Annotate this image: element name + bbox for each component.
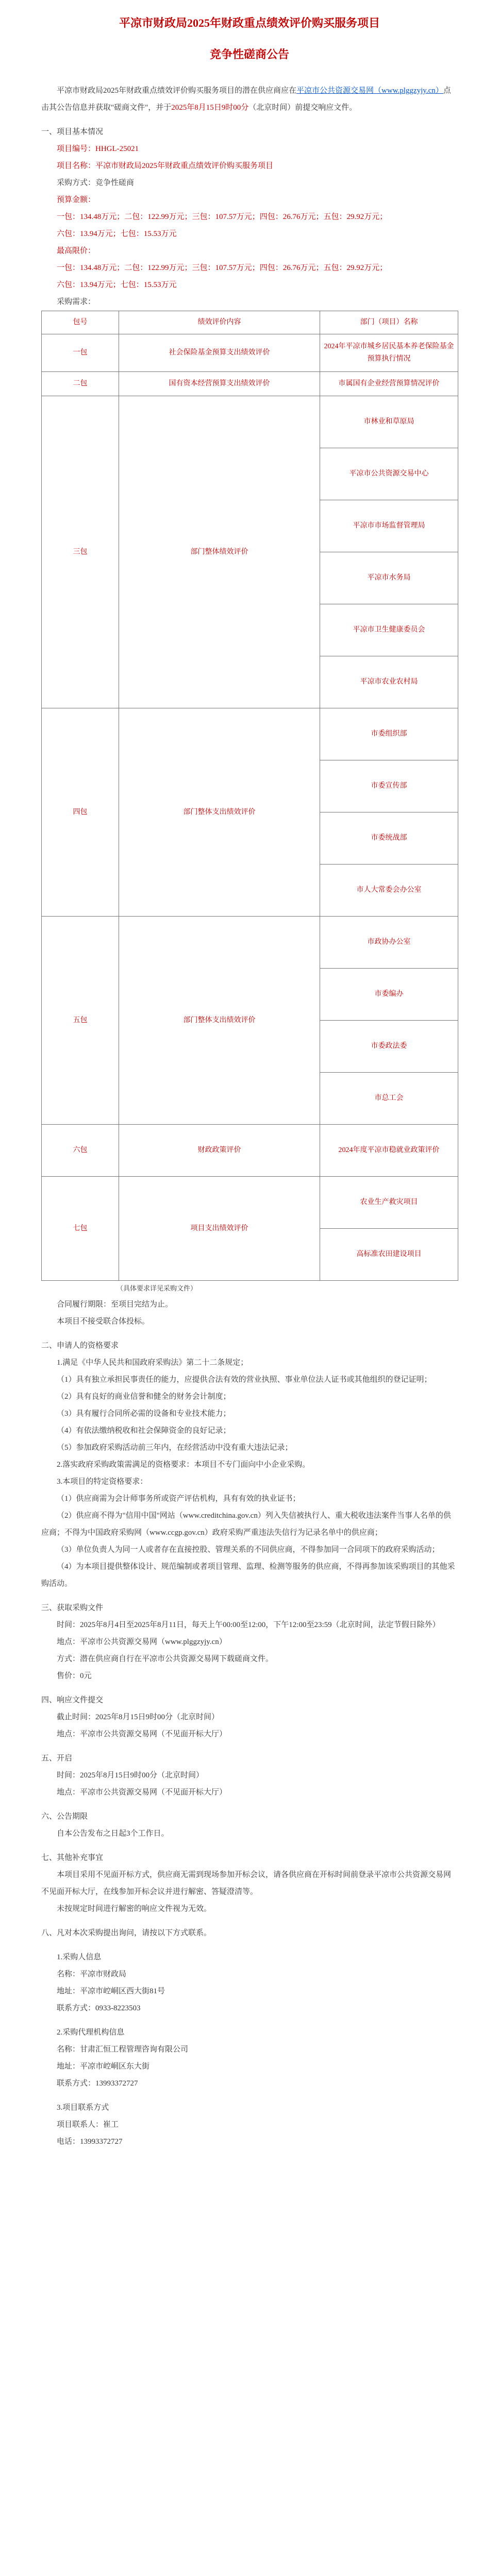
- obtain-place: 地点：平凉市公共资源交易网（www.plggzyjy.cn）: [57, 1638, 227, 1646]
- package-content: 社会保险基金预算支出绩效评价: [119, 334, 320, 372]
- project-code: 项目编号：HHGL-25021: [57, 145, 139, 153]
- qualification-1d: （4）有依法缴纳税收和社会保障资金的良好记录；: [57, 1427, 231, 1435]
- contact-heading: 3.项目联系方式: [57, 2104, 109, 2112]
- package-unit: 平凉市卫生健康委员会: [320, 604, 458, 656]
- section-8-heading: 八、凡对本次采购提出询问，请按以下方式联系。: [41, 1929, 212, 1937]
- site-url-link[interactable]: （www.plggzyjy.cn）: [374, 87, 443, 95]
- package-content: 财政政策评价: [119, 1125, 320, 1177]
- package-unit: 市委宣传部: [320, 760, 458, 812]
- opening-place: 地点：平凉市公共资源交易网（不见面开标大厅）: [57, 1788, 227, 1797]
- package-unit: 市人大常委会办公室: [320, 865, 458, 917]
- package-unit: 农业生产救灾项目: [320, 1177, 458, 1229]
- table-row: [42, 917, 458, 969]
- table-header-row: [42, 311, 458, 334]
- intro-text-2: 点击其公告信息并获取"磋商文件"，并于: [41, 87, 451, 112]
- table-row: [42, 396, 458, 448]
- qualification-3d: （4）为本项目提供整体设计、规范编制或者项目管理、监理、检测等服务的供应商，不得再参加该采购项目的其他采购活动。: [41, 1563, 455, 1588]
- notice-period: 自本公告发布之日起3个工作日。: [57, 1829, 169, 1838]
- section-1-heading: 一、项目基本情况: [41, 128, 104, 136]
- package-no: 五包: [42, 917, 119, 1125]
- opening-time: 时间：2025年8月15日9时00分（北京时间）: [57, 1771, 204, 1780]
- package-unit: 市政协办公室: [320, 917, 458, 969]
- section-7-heading: 七、其他补充事宜: [41, 1854, 104, 1862]
- agency-heading: 2.采购代理机构信息: [57, 2028, 125, 2037]
- intro-deadline: 2025年8月15日9时00分: [171, 104, 249, 112]
- qualification-1e: （5）参加政府采购活动前三年内，在经营活动中没有重大违法记录；: [57, 1444, 293, 1452]
- table-row: [42, 334, 458, 372]
- package-no: 四包: [42, 708, 119, 917]
- package-unit: 2024年平凉市城乡居民基本养老保险基金预算执行情况: [320, 334, 458, 372]
- maxprice-line-2: 六包：13.94万元；七包：15.53万元: [57, 281, 177, 289]
- section-6-heading: 六、公告期限: [41, 1812, 88, 1821]
- table-row: [42, 1125, 458, 1177]
- budget-line-1: 一包：134.48万元；二包：122.99万元；三包：107.57万元；四包：26.76万元；五包：29.92万元；: [57, 213, 388, 221]
- table-row: [42, 1177, 458, 1229]
- qualification-1: 1.满足《中华人民共和国政府采购法》第二十二条规定；: [57, 1359, 248, 1367]
- budget-line-2: 六包：13.94万元；七包：15.53万元: [57, 230, 177, 238]
- qualification-2: 2.落实政府采购政策需满足的资格要求：本项目不专门面向中小企业采购。: [57, 1461, 310, 1469]
- package-unit: 平凉市农业农村局: [320, 656, 458, 708]
- obtain-method: 方式：潜在供应商自行在平凉市公共资源交易网下载磋商文件。: [57, 1655, 274, 1663]
- section-3-heading: 三、获取采购文件: [41, 1604, 104, 1612]
- page-subtitle: 竞争性磋商公告: [209, 48, 289, 61]
- purchaser-phone: 联系方式：0933-8223503: [57, 2004, 141, 2012]
- package-content: 国有资本经营预算支出绩效评价: [119, 372, 320, 396]
- maxprice-line-1: 一包：134.48万元；二包：122.99万元；三包：107.57万元；四包：26.76万元；五包：29.92万元；: [57, 264, 388, 272]
- package-unit: 平凉市市场监督管理局: [320, 500, 458, 552]
- column-header: 包号: [42, 311, 119, 334]
- purchaser-name: 名称：平凉市财政局: [57, 1970, 127, 1978]
- qualification-1b: （2）具有良好的商业信誉和健全的财务会计制度；: [57, 1393, 231, 1401]
- site-link[interactable]: 平凉市公共资源交易网: [296, 87, 374, 95]
- budget-heading: 预算金额：: [57, 196, 96, 204]
- package-unit: 市总工会: [320, 1073, 458, 1125]
- supplement-1: 本项目采用不见面开标方式，供应商无需到现场参加开标会议，请各供应商在开标时间前登录平凉市公共资源交易网不见面开标大厅，在线参加开标会议并进行解密、答疑澄清等。: [41, 1871, 452, 1896]
- package-no: 一包: [42, 334, 119, 372]
- obtain-time: 时间：2025年8月4日至2025年8月11日，每天上午00:00至12:00，下午12:00至23:59（北京时间，法定节假日除外）: [57, 1621, 440, 1629]
- table-note: （具体要求详见采购文件）: [117, 1284, 197, 1292]
- obtain-price: 售价：0元: [57, 1672, 92, 1680]
- project-name: 项目名称：平凉市财政局2025年财政重点绩效评价购买服务项目: [57, 162, 274, 170]
- requirements-table: [41, 311, 458, 1281]
- package-unit: 高标准农田建设项目: [320, 1229, 458, 1281]
- purchaser-address: 地址：平凉市崆峒区西大街81号: [57, 1987, 165, 1995]
- package-unit: 市委组织部: [320, 708, 458, 760]
- qualification-3b: （2）供应商不得为"信用中国"网站（www.creditchina.gov.cn）列入失信被执行人、重大税收违法案件当事人名单的供应商；不得为中国政府采购网（www.ccgp.gov.cn）政府采购严重违法失信行为记录名单中的供应商；: [41, 1512, 451, 1537]
- contact-person: 项目联系人：崔工: [57, 2121, 119, 2129]
- purchaser-heading: 1.采购人信息: [57, 1953, 102, 1961]
- qualification-3a: （1）供应商需为会计师事务所或资产评估机构，具有有效的执业证书；: [57, 1495, 301, 1503]
- package-no: 二包: [42, 372, 119, 396]
- column-header: 绩效评价内容: [119, 311, 320, 334]
- section-5-heading: 五、开启: [41, 1754, 73, 1762]
- consortium-note: 本项目不接受联合体投标。: [57, 1317, 150, 1326]
- requirements-heading: 采购需求：: [57, 298, 96, 306]
- package-unit: 平凉市公共资源交易中心: [320, 448, 458, 500]
- intro-text-3: （北京时间）前提交响应文件。: [248, 104, 357, 112]
- qualification-1c: （3）具有履行合同所必需的设备和专业技术能力；: [57, 1410, 231, 1418]
- package-unit: 市委编办: [320, 969, 458, 1021]
- table-row: [42, 708, 458, 760]
- agency-address: 地址：平凉市崆峒区东大街: [57, 2062, 150, 2071]
- intro-paragraph: [41, 82, 458, 116]
- package-unit: 市属国有企业经营预算情况评价: [320, 372, 458, 396]
- qualification-3: 3.本项目的特定资格要求：: [57, 1478, 148, 1486]
- section-2-heading: 二、申请人的资格要求: [41, 1342, 119, 1350]
- package-content: 部门整体支出绩效评价: [119, 917, 320, 1125]
- qualification-3c: （3）单位负责人为同一人或者存在直接控股、管理关系的不同供应商，不得参加同一合同项下的政府采购活动；: [57, 1546, 440, 1554]
- package-unit: 市委统战部: [320, 812, 458, 865]
- package-unit: 市委政法委: [320, 1021, 458, 1073]
- contract-period: 合同履行期限：至项目完结为止。: [57, 1300, 173, 1309]
- agency-phone: 联系方式：13993372727: [57, 2079, 138, 2088]
- agency-name: 名称：甘肃汇恒工程管理咨询有限公司: [57, 2045, 189, 2054]
- package-no: 三包: [42, 396, 119, 708]
- intro-text-1: 平凉市财政局2025年财政重点绩效评价购买服务项目的潜在供应商应在: [57, 87, 297, 95]
- package-content: 部门整体绩效评价: [119, 396, 320, 708]
- contact-phone: 电话：13993372727: [57, 2138, 123, 2146]
- package-unit: 2024年度平凉市稳就业政策评价: [320, 1125, 458, 1177]
- package-no: 七包: [42, 1177, 119, 1281]
- procurement-method: 采购方式：竞争性磋商: [57, 179, 135, 187]
- package-no: 六包: [42, 1125, 119, 1177]
- qualification-1a: （1）具有独立承担民事责任的能力，应提供合法有效的营业执照、事业单位法人证书或其他组织的登记证明；: [57, 1376, 432, 1384]
- package-unit: 市林业和草原局: [320, 396, 458, 448]
- package-content: 部门整体支出绩效评价: [119, 708, 320, 917]
- supplement-2: 未按规定时间进行解密的响应文件视为无效。: [57, 1905, 212, 1913]
- column-header: 部门（项目）名称: [320, 311, 458, 334]
- package-content: 项目支出绩效评价: [119, 1177, 320, 1281]
- section-4-heading: 四、响应文件提交: [41, 1696, 104, 1704]
- table-row: [42, 372, 458, 396]
- package-unit: 平凉市水务局: [320, 552, 458, 604]
- submit-deadline: 截止时间：2025年8月15日9时00分（北京时间）: [57, 1713, 220, 1721]
- maxprice-heading: 最高限价：: [57, 247, 96, 255]
- submit-place: 地点：平凉市公共资源交易网（不见面开标大厅）: [57, 1730, 227, 1738]
- page-title: 平凉市财政局2025年财政重点绩效评价购买服务项目: [119, 16, 380, 29]
